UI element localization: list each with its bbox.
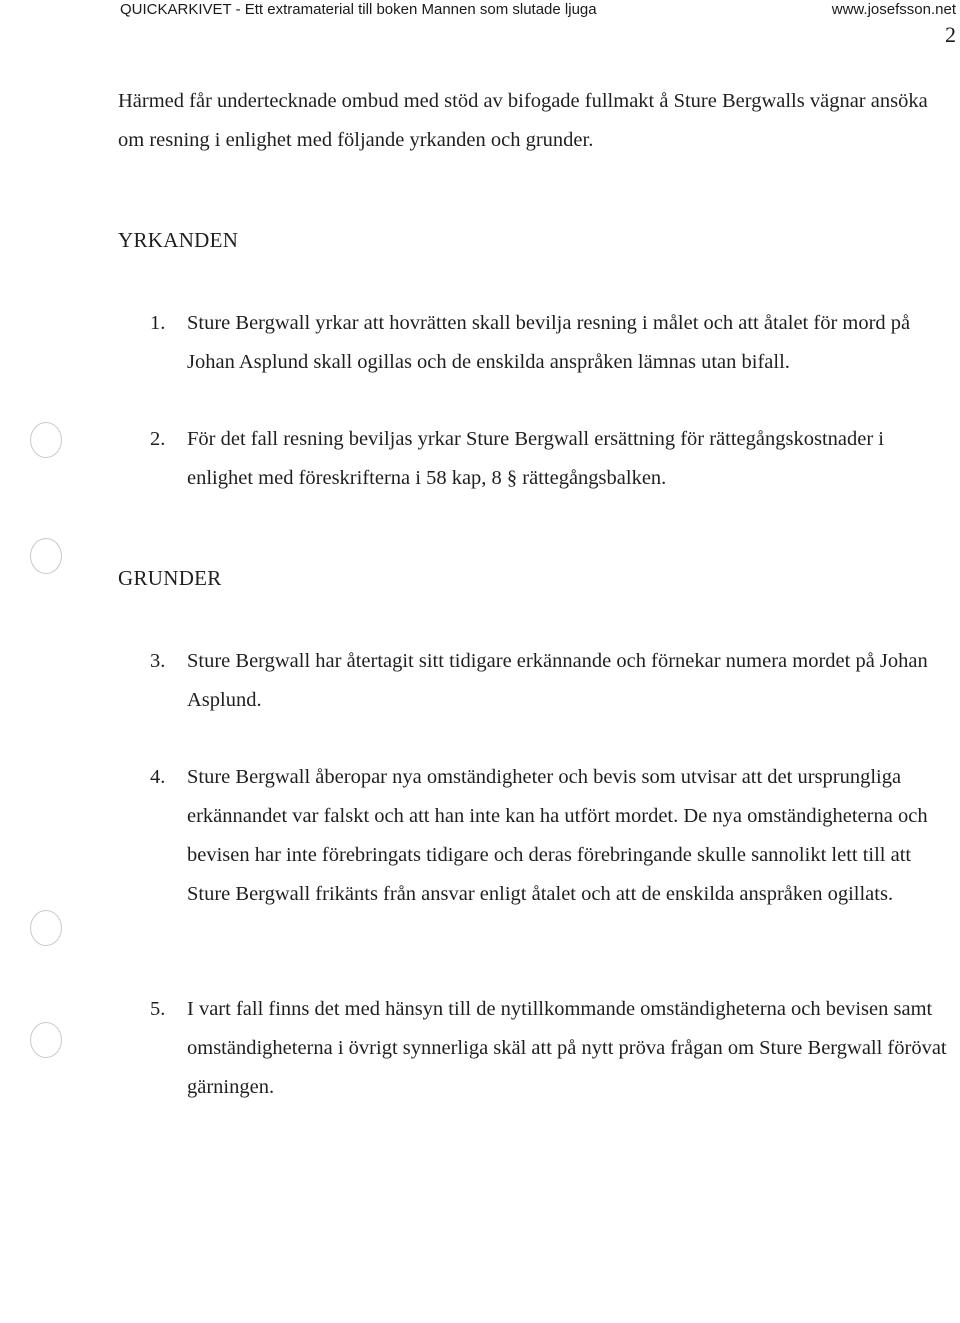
item-text: I vart fall finns det med hänsyn till de nytillkommande omständigheterna och bevisen samt omständigheterna i övrigt synnerliga skäl att på nytt pröva frågan om Sture Bergwall förövat gärningen. — [187, 998, 947, 1098]
punch-hole-mark — [30, 1022, 62, 1058]
document-header-title: QUICKARKIVET - Ett extramaterial till boken Mannen som slutade ljuga — [120, 1, 597, 18]
item-text: Sture Bergwall åberopar nya omständigheter och bevis som utvisar att det ursprungliga erkännandet var falskt och att han inte kan ha utfört mordet. De nya omständigheterna och bevisen har inte förebringats tidigare och deras förebringande skulle sannolikt lett till att Sture Bergwall frikänts från ansvar enligt åtalet och att de enskilda anspråken ogillats. — [187, 766, 928, 905]
item-number: 3. — [150, 650, 166, 672]
item-number: 5. — [150, 998, 166, 1020]
item-number: 4. — [150, 766, 166, 788]
punch-hole-mark — [30, 910, 62, 946]
punch-hole-mark — [30, 422, 62, 458]
list-item — [150, 304, 950, 382]
page-number: 2 — [945, 22, 956, 47]
list-item — [150, 420, 950, 498]
section-heading-yrkanden: YRKANDEN — [118, 228, 239, 252]
list-item — [150, 990, 950, 1107]
intro-paragraph: Härmed får undertecknade ombud med stöd av bifogade fullmakt å Sture Bergwalls vägnar ansöka om resning i enlighet med följande yrkanden och grunder. — [118, 90, 928, 151]
item-number: 1. — [150, 312, 166, 334]
document-header-url[interactable]: www.josefsson.net — [831, 1, 956, 18]
item-text: Sture Bergwall har återtagit sitt tidigare erkännande och förnekar numera mordet på Johan Asplund. — [187, 650, 928, 711]
list-item — [150, 642, 950, 720]
section-heading-grunder: GRUNDER — [118, 566, 222, 590]
item-text: Sture Bergwall yrkar att hovrätten skall bevilja resning i målet och att åtalet för mord på Johan Asplund skall ogillas och de enskilda anspråken lämnas utan bifall. — [187, 312, 911, 373]
item-number: 2. — [150, 428, 166, 450]
punch-hole-mark — [30, 538, 62, 574]
list-item — [150, 758, 950, 914]
item-text: För det fall resning beviljas yrkar Sture Bergwall ersättning för rättegångskostnader i enlighet med föreskrifterna i 58 kap, 8 § rättegångsbalken. — [187, 428, 884, 489]
